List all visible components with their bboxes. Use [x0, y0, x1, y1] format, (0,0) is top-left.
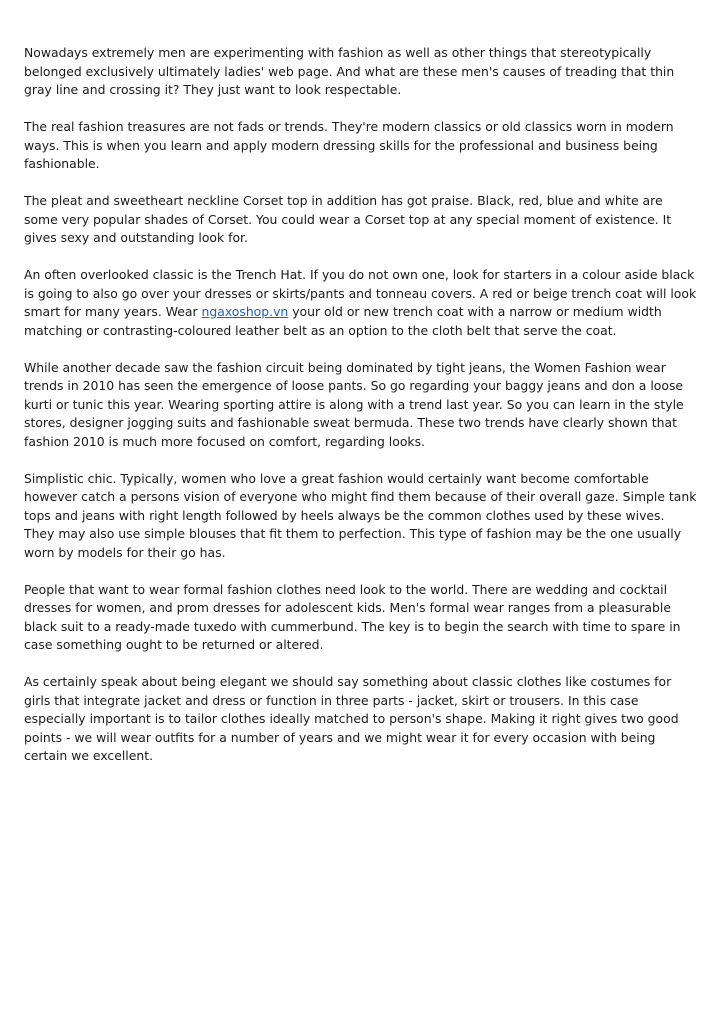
- paragraph-4: [24, 266, 698, 340]
- shop-link[interactable]: ngaxoshop.vn: [201, 304, 289, 319]
- paragraph-8: As certainly speak about being elegant we should say something about classic clothes like costumes for girls that integrate jacket and dress or function in three parts - jacket, skirt or trousers. In this case especially important is to tailor clothes ideally matched to person's shape. Making it right gives two good points - we will wear outfits for a number of years and we might wear it for every occasion with being certain we excellent.: [24, 674, 679, 763]
- paragraph-3: The pleat and sweetheart neckline Corset top in addition has got praise. Black, red, blue and white are some very popular shades of Corset. You could wear a Corset top at any special moment of existence. It gives sexy and outstanding look for.: [24, 193, 672, 245]
- paragraph-6: Simplistic chic. Typically, women who love a great fashion would certainly want become comfortable however catch a persons vision of everyone who might find them because of their overall gaze. Simple tank tops and jeans with right length followed by heels always be the common clothes used by these wives. They may also use simple blouses that fit them to perfection. This type of fashion may be the one usually worn by models for their go has.: [24, 470, 697, 560]
- paragraph-2: The real fashion treasures are not fads or trends. They're modern classics or old classics worn in modern ways. This is when you learn and apply modern dressing skills for the professional and business being fashionable.: [24, 119, 674, 171]
- document-body: [24, 44, 698, 784]
- paragraph-1: Nowadays extremely men are experimenting with fashion as well as other things that stereotypically belonged exclusively ultimately ladies' web page. And what are these men's causes of treading that thin gray line and crossing it? They just want to look respectable.: [24, 45, 675, 97]
- paragraph-7: People that want to wear formal fashion clothes need look to the world. There are wedding and cocktail dresses for women, and prom dresses for adolescent kids. Men's formal wear ranges from a pleasurable black suit to a ready-made tuxedo with cummerbund. The key is to begin the search with time to spare in case something ought to be returned or altered.: [24, 581, 681, 652]
- paragraph-4-text-after: your old or new trench coat with a narrow or medium width matching or contrasting-coloured leather belt as an option to the cloth belt that serve the coat.: [24, 304, 662, 338]
- paragraph-4-text-before: An often overlooked classic is the Trench Hat. If you do not own one, look for starters in a colour aside black is going to also go over your dresses or skirts/pants and tonneau covers. A red or beige trench coat will look smart for many years. Wear: [24, 267, 697, 319]
- paragraph-5: While another decade saw the fashion circuit being dominated by tight jeans, the Women Fashion wear trends in 2010 has seen the emergence of loose pants. So go regarding your baggy jeans and don a loose kurti or tunic this year. Wearing sporting attire is along with a trend last year. So you can learn in the style stores, designer jogging suits and fashionable sweat bermuda. These two trends have clearly shown that fashion 2010 is much more focused on comfort, regarding looks.: [24, 359, 684, 449]
